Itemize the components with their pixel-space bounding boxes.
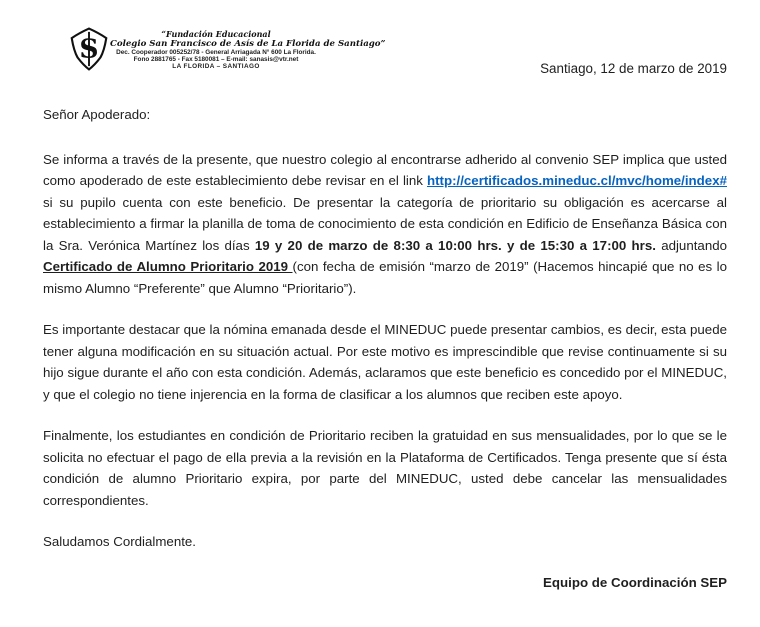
letterhead (70, 27, 386, 71)
school-crest-icon (70, 27, 108, 71)
letterhead-text (110, 29, 386, 70)
decree-address-line: Dec. Cooperador 005252/78 - General Arriagada N° 600 La Florida. (116, 49, 316, 56)
signature-line: Equipo de Coordinación SEP (543, 574, 727, 590)
p1-text-2: si su pupilo cuenta con este beneficio. De presentar la categoría de prioritario su obligación es acercarse al establecimiento a firmar la planilla de toma de conocimiento de esta condición en Edificio de Enseñanza Básica con la Sra. Verónica Martínez los días (43, 194, 727, 253)
logo-letter: S (79, 33, 99, 65)
p1-text-4: (con fecha de emisión “marzo de 2019” (Hacemos hincapié que no es lo mismo Alumno “Preferente” que Alumno “Prioritario”). (43, 259, 727, 296)
p1-text-3: adjuntando (655, 237, 727, 253)
paragraph-nomina-mineduc: Es importante destacar que la nómina emanada desde el MINEDUC puede presentar cambios, es decir, esta puede tener alguna modificación en su situación actual. Por este motivo es imprescindible que revise continuamente si su hijo sigue durante el año con esta condición. Además, aclaramos que este beneficio es concedido por el MINEDUC, y que el colegio no tiene injerencia en la forma de clasificar a los alumnos que reciben este apoyo. (43, 322, 727, 402)
paragraph-sep-info (43, 149, 727, 300)
school-name: Colegio San Francisco de Asís de La Florida de Santiago” (110, 39, 386, 49)
p1-certificate-bold-underline: Certificado de Alumno Prioritario 2019 (43, 259, 293, 274)
p1-dates-bold: 19 y 20 de marzo de 8:30 a 10:00 hrs. y de 15:30 a 17:00 hrs. (254, 237, 656, 253)
letter-body (43, 104, 727, 613)
foundation-name: “Fundación Educacional (161, 29, 271, 39)
phone-fax-email-line: Fono 2881765 - Fax 5180081 – E-mail: sanasis@vtr.net (133, 56, 299, 63)
date-line: Santiago, 12 de marzo de 2019 (540, 61, 727, 76)
closing-line: Saludamos Cordialmente. (43, 534, 196, 549)
salutation: Señor Apoderado: (43, 107, 151, 122)
p1-text-1: Se informa a través de la presente, que nuestro colegio al encontrarse adherido al convenio SEP implica que usted como apoderado de este establecimiento debe revisar en el link (43, 151, 727, 188)
paragraph-gratuidad: Finalmente, los estudiantes en condición de Prioritario reciben la gratuidad en sus mensualidades, por lo que se le solicita no efectuar el pago de ella previa a la revisión en la Plataforma de Certificados. Tenga presente que sí ésta condición de alumno Prioritario expira, por parte del MINEDUC, usted debe cancelar las mensualidades correspondientes. (43, 428, 727, 508)
certificados-mineduc-link[interactable]: http://certificados.mineduc.cl/mvc/home/index# (427, 173, 727, 188)
city-line: LA FLORIDA – SANTIAGO (172, 63, 260, 70)
